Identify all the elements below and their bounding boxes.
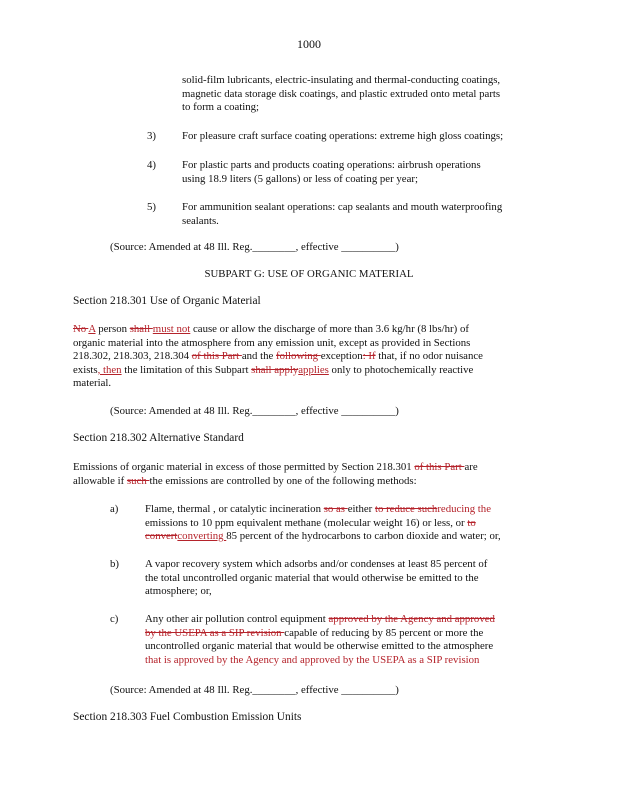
text-run: the emissions are controlled by one of the following methods: xyxy=(149,474,417,487)
text-run: and the xyxy=(241,350,277,363)
text-line xyxy=(145,503,501,517)
text-run: emissions to 10 ppm equivalent methane (molecular weight 16) or less, or xyxy=(145,516,468,529)
source-note: (Source: Amended at 48 Ill. Reg.________, effective __________) xyxy=(110,241,399,253)
text-run: allowable if xyxy=(73,474,127,487)
section-heading: Section 218.302 Alternative Standard xyxy=(73,432,244,444)
deleted-text: by the USEPA as a SIP revision xyxy=(145,626,285,639)
text-run: are xyxy=(464,461,478,473)
text-line: A vapor recovery system which adsorbs and/or condenses at least 85 percent of xyxy=(145,558,488,570)
subpart-title: SUBPART G: USE OF ORGANIC MATERIAL xyxy=(204,268,414,280)
text-run: 85 percent of the hydrocarbons to carbon dioxide and water; or, xyxy=(226,530,501,543)
deleted-text: shall xyxy=(129,323,153,335)
text-line xyxy=(145,517,501,531)
list-number: 4) xyxy=(147,159,156,171)
list-label: c) xyxy=(110,613,119,625)
deleted-text: to reduce such xyxy=(374,503,438,515)
list-label: a) xyxy=(110,503,119,515)
text-line xyxy=(73,461,478,475)
deleted-text: so as xyxy=(323,503,348,515)
text-line: For ammunition sealant operations: cap sealants and mouth waterproofing xyxy=(182,201,503,213)
text-line: solid-film lubricants, electric-insulating and thermal-conducting coatings, xyxy=(182,74,501,86)
text-line: magnetic data storage disk coatings, and plastic extruded onto metal parts xyxy=(182,87,501,100)
list-number: 3) xyxy=(147,130,156,142)
deleted-text: of this Part xyxy=(414,461,465,473)
section-301-paragraph xyxy=(73,323,483,391)
text-line: For plastic parts and products coating operations: airbrush operations xyxy=(182,159,481,171)
deleted-text: such xyxy=(126,474,150,487)
section-heading: Section 218.301 Use of Organic Material xyxy=(73,295,261,307)
deleted-text: : If xyxy=(362,350,376,363)
text-run: exception xyxy=(320,350,363,363)
deleted-text: to xyxy=(467,516,476,529)
inserted-text: must not xyxy=(152,323,191,335)
text-line: For pleasure craft surface coating operations: extreme high gloss coatings; xyxy=(182,130,504,142)
text-run: exists xyxy=(73,363,98,376)
text-line xyxy=(145,613,495,627)
method-c xyxy=(145,613,495,667)
list-continuation xyxy=(182,74,500,115)
deleted-text: of this Part xyxy=(191,350,242,363)
list-item-5 xyxy=(182,201,502,228)
text-line xyxy=(73,323,483,337)
page-number: 1000 xyxy=(297,37,321,51)
text-run: Any other air pollution control equipment xyxy=(145,613,329,625)
text-line: to form a coating; xyxy=(182,101,260,114)
deleted-text: convert xyxy=(145,530,178,543)
inserted-text: reducing the xyxy=(437,503,491,515)
text-line: material. xyxy=(73,377,112,390)
text-run: either xyxy=(347,503,375,515)
text-line: organic material into the atmosphere from any emission unit, except as provided in Sections xyxy=(73,336,471,349)
text-run: capable of reducing by 85 percent or more the xyxy=(284,626,484,639)
text-line: uncontrolled organic material that would be otherwise emitted to the atmosphere xyxy=(145,640,494,653)
text-run: the limitation of this Subpart xyxy=(121,363,252,376)
list-number: 5) xyxy=(147,201,156,213)
text-run: person xyxy=(95,323,130,335)
text-line: sealants. xyxy=(182,214,219,227)
list-label: b) xyxy=(110,558,119,570)
text-run: 218.302, 218.303, 218.304 xyxy=(73,350,192,363)
text-run: cause or allow the discharge of more than 3.6 kg/hr (8 lbs/hr) of xyxy=(190,323,469,335)
text-line xyxy=(145,627,495,641)
text-line: the total uncontrolled organic material that would otherwise be emitted to the xyxy=(145,571,479,584)
section-302-intro xyxy=(73,461,478,488)
list-item-3 xyxy=(182,130,503,144)
list-item-4 xyxy=(182,159,481,186)
text-line xyxy=(73,364,483,378)
inserted-text: , then xyxy=(97,363,122,376)
text-line: atmosphere; or, xyxy=(145,585,212,598)
inserted-text: A xyxy=(88,323,96,335)
deleted-text: following xyxy=(276,350,321,363)
text-run: Flame, thermal , or catalytic incineration xyxy=(145,503,324,515)
method-b xyxy=(145,558,487,599)
deleted-text: No xyxy=(73,323,89,335)
text-run: Emissions of organic material in excess of those permitted by Section 218.301 xyxy=(73,461,415,473)
text-line xyxy=(73,350,483,364)
text-line xyxy=(145,530,501,544)
text-run: that, if no odor nuisance xyxy=(375,350,483,363)
inserted-text: applies xyxy=(298,363,329,376)
deleted-text: shall apply xyxy=(251,363,299,376)
method-a xyxy=(145,503,501,544)
text-line xyxy=(73,475,478,489)
deleted-text: approved by the Agency and approved xyxy=(328,613,495,625)
inserted-text: converting xyxy=(177,530,227,543)
text-run: only to photochemically reactive xyxy=(328,363,474,376)
text-line: that is approved by the Agency and approved by the USEPA as a SIP revision xyxy=(145,653,480,666)
text-line: using 18.9 liters (5 gallons) or less of coating per year; xyxy=(182,172,418,185)
section-heading: Section 218.303 Fuel Combustion Emission Units xyxy=(73,711,302,723)
source-note: (Source: Amended at 48 Ill. Reg.________, effective __________) xyxy=(110,405,399,417)
source-note: (Source: Amended at 48 Ill. Reg.________, effective __________) xyxy=(110,684,399,696)
